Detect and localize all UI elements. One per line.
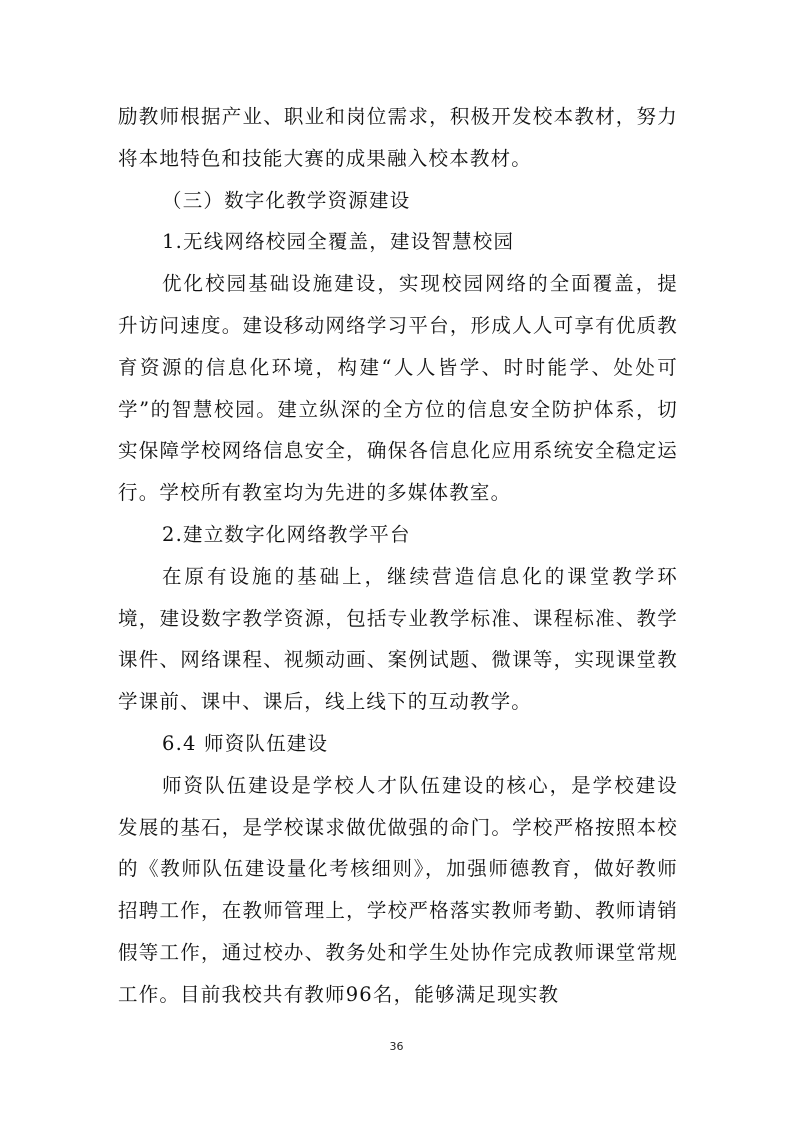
page-content — [118, 96, 678, 1016]
section-heading-teacher-team: 6.4 师资队伍建设 — [162, 731, 329, 755]
paragraph-continued: 励教师根据产业、职业和岗位需求，积极开发校本教材，努力将本地特色和技能大赛的成果融入校本教材。 — [118, 105, 678, 170]
paragraph-wireless-campus: 优化校园基础设施建设，实现校园网络的全面覆盖，提升访问速度。建设移动网络学习平台，形成人人可享有优质教育资源的信息化环境，构建“人人皆学、时时能学、处处可学”的智慧校园。建立纵深的全方位的信息安全防护体系，切实保障学校网络信息安全，确保各信息化应用系统安全稳定运行。学校所有教室均为先进的多媒体教室。 — [118, 272, 678, 505]
section-heading-digital-resources: （三）数字化教学资源建设 — [162, 188, 411, 212]
paragraph-digital-platform: 在原有设施的基础上，继续营造信息化的课堂教学环境，建设数字教学资源，包括专业教学标准、课程标准、教学课件、网络课程、视频动画、案例试题、微课等，实现课堂教学课前、课中、课后，线上线下的互动教学。 — [118, 564, 678, 714]
subheading-wireless-campus: 1.无线网络校园全覆盖，建设智慧校园 — [162, 230, 515, 254]
paragraph-teacher-team: 师资队伍建设是学校人才队伍建设的核心，是学校建设发展的基石，是学校谋求做优做强的命门。学校严格按照本校的《教师队伍建设量化考核细则》，加强师德教育，做好教师招聘工作，在教师管理上，学校严格落实教师考勤、教师请销假等工作，通过校办、教务处和学生处协作完成教师课堂常规工作。目前我校共有教师96名，能够满足现实教 — [118, 773, 678, 1006]
subheading-digital-platform: 2.建立数字化网络教学平台 — [162, 522, 411, 546]
page-number: 36 — [389, 1040, 404, 1053]
